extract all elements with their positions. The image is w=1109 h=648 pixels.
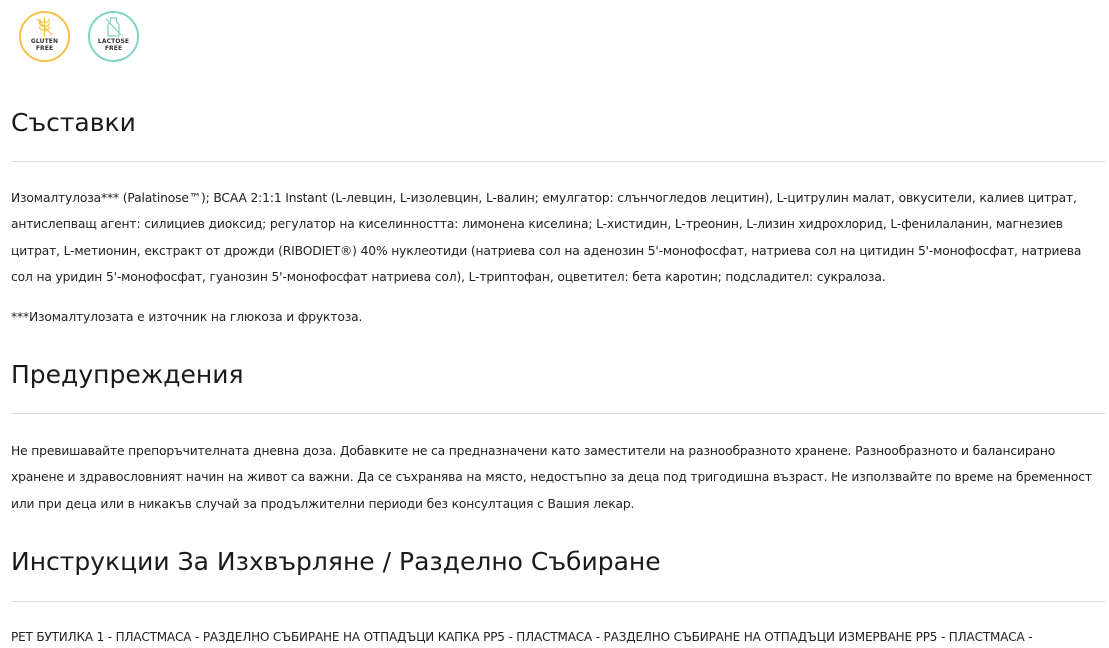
disposal-divider bbox=[11, 601, 1105, 602]
gluten-badge-line2: FREE bbox=[35, 45, 54, 52]
lactose-badge-line1: LACTOSE bbox=[97, 38, 130, 45]
lactose-free-badge bbox=[87, 10, 140, 63]
gluten-free-badge bbox=[18, 10, 71, 63]
disposal-title: Инструкции За Изхвърляне / Разделно Събиране bbox=[11, 547, 661, 576]
ingredients-text: Изомалтулоза*** (Palatinose™); BCAA 2:1:1 Instant (L-левцин, L-изолевцин, L-валин; емулгатор: слънчогледов лецитин), L-цитрулин малат, овкусители, калиев цитрат, антислепващ агент: силициев диоксид; регулатор на киселинността: лимонена киселина; L-хистидин, L-треонин, L-лизин хидрохлорид, L-фенилаланин, магнезиев цитрат, L-метионин, екстракт от дрожди (RIBODIET®) 40% нуклеотиди (натриева сол на аденозин 5'-монофосфат, натриева сол на цитидин 5'-монофосфат, натриева сол на уридин 5'-монофосфат, гуанозин 5'-монофосфат натриева сол), L-триптофан, оцветител: бета каротин; подсладител: сукралоза. bbox=[11, 191, 1082, 285]
lactose-badge-line2: FREE bbox=[104, 45, 123, 52]
ingredients-divider bbox=[11, 161, 1105, 162]
diet-badges bbox=[18, 10, 140, 63]
ingredients-title: Съставки bbox=[11, 108, 136, 137]
milk-bottle-icon bbox=[87, 10, 140, 63]
disposal-text: PET БУТИЛКА 1 - ПЛАСТМАСА - РАЗДЕЛНО СЪБИРАНЕ НА ОТПАДЪЦИ КАПКА PP5 - ПЛАСТМАСА - РАЗДЕЛНО СЪБИРАНЕ НА ОТПАДЪЦИ ИЗМЕРВАНЕ PP5 - ПЛАСТМАСА - bbox=[11, 630, 1033, 644]
wheat-icon bbox=[18, 10, 71, 63]
warnings-divider bbox=[11, 413, 1105, 414]
warnings-title: Предупреждения bbox=[11, 360, 244, 389]
gluten-badge-line1: GLUTEN bbox=[30, 38, 59, 45]
warnings-text: Не превишавайте препоръчителната дневна доза. Добавките не са предназначени като заместители на разнообразното хранене. Разнообразното и балансирано хранене и здравословният начин на живот са важни. Да се съхранява на място, недостъпно за деца под тригодишна възраст. Не използвайте по време на бременност или при деца или в никакъв случай за продължителни периоди без консултация с Вашия лекар. bbox=[11, 444, 1092, 511]
ingredients-note: ***Изомалтулозата е източник на глюкоза и фруктоза. bbox=[11, 310, 363, 324]
